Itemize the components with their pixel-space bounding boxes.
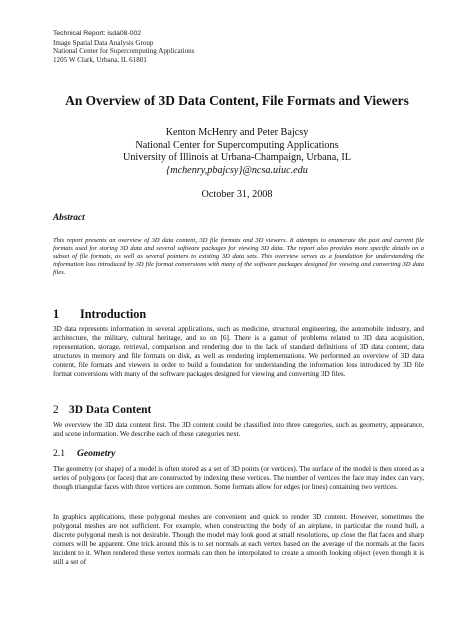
subsection-number: 2.1 — [53, 448, 65, 459]
report-header — [53, 30, 194, 64]
address: 1205 W Clark, Urbana, IL 61801 — [53, 55, 147, 64]
section-title: Introduction — [80, 307, 147, 321]
author-block — [0, 127, 474, 177]
data-content-paragraph: We overview the 3D data content first. The 3D content could be classified into three categories, such as geometry, appearance, and scene information. We describe each of these categories next. — [53, 421, 424, 439]
abstract-heading: Abstract — [53, 212, 85, 222]
abstract-text: This report presents an overview of 3D data content, 3D file formats and 3D viewers. It attempts to enumerate the past and current file formats used for storing 3D data and several software packages for viewing 3D data. The report also provides more specific details on a subset of file formats, as well as several pointers to existing 3D data sets. This overview serves as a foundation for understanding the information loss introduced by 3D file format conversions with many of the software packages designed for viewing and converting 3D data files. — [53, 237, 424, 276]
subsection-title: Geometry — [77, 448, 116, 459]
section-heading-introduction — [53, 307, 146, 322]
center-name: National Center for Supercomputing Applications — [53, 47, 195, 56]
introduction-paragraph: 3D data represents information in several applications, such as medicine, structural engineering, the automobile industry, and architecture, the military, cultural heritage, and so on [6]. There is a gamut of problems related to 3D data acquisition, representation, storage, retrieval, comparison and rendering due to the lack of standard definitions of 3D data content, data structures in memory and file formats on disk, as well as rendering implementations. We performed an overview of 3D data content, file formats and viewers in order to build a foundation for understanding the information loss introduced by 3D file format conversions with many of the software packages designed for viewing and converting 3D files. — [53, 325, 424, 379]
section-number: 1 — [53, 307, 60, 321]
affiliation-ncsa: National Center for Supercomputing Applications — [135, 139, 339, 151]
subsection-heading-geometry — [53, 448, 115, 459]
group-name: Image Spatial Data Analysis Group — [53, 38, 154, 47]
report-number: Technical Report: isda08-002 — [53, 30, 142, 37]
author-email: {mchenry,pbajcsy}@ncsa.uiuc.edu — [166, 164, 308, 176]
section-heading-3d-data-content — [53, 404, 151, 416]
geometry-paragraph-1: The geometry (or shape) of a model is often stored as a set of 3D points (or vertices). The surface of the model is then stored as a series of polygons (or faces) that are constructed by indexing these vertices. The number of vertices the face may index can vary, though triangular faces with three vertices are common. Some formats allow for edges (or lines) containing two vertices. — [53, 465, 424, 492]
section-title: 3D Data Content — [69, 404, 152, 416]
affiliation-uiuc: University of Illinois at Urbana-Champaign, Urbana, IL — [122, 152, 352, 163]
geometry-paragraph-2: In graphics applications, these polygonal meshes are convenient and quick to render 3D content. However, sometimes the polygonal meshes are not sufficient. For example, when constructing the body of an airplane, in particular the round hull, a discrete polygonal mesh is not desirable. Though the model may look good at small resolutions, up close the flat faces and sharp corners will be apparent. One trick around this is to set normals at each vertex based on the average of the normals at the faces incident to it. When rendered these vertex normals can then be interpolated to create a smooth looking object (even though it is still a set of — [53, 513, 424, 567]
publication-date: October 31, 2008 — [201, 189, 273, 200]
paper-title: An Overview of 3D Data Content, File Formats and Viewers — [65, 93, 409, 108]
author-names: Kenton McHenry and Peter Bajcsy — [165, 127, 309, 138]
section-number: 2 — [53, 404, 59, 416]
